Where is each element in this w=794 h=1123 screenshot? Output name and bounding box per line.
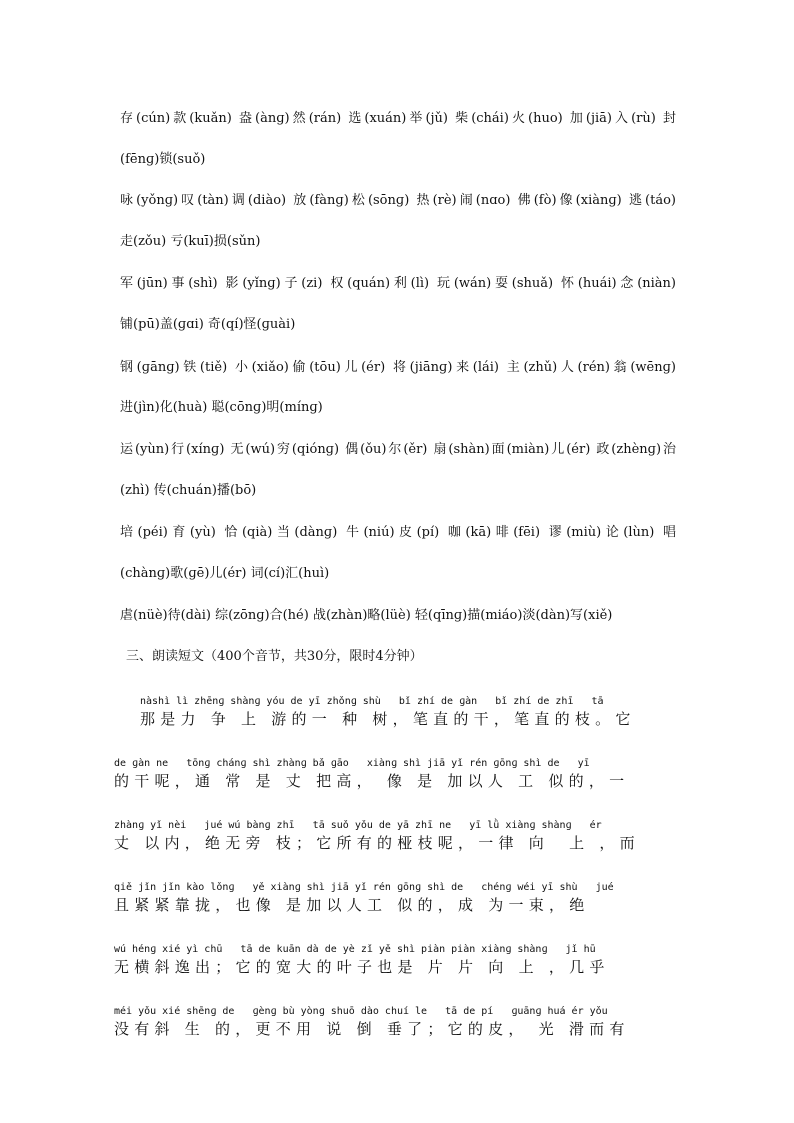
passage-text-line: 且紧紧靠拢，也像 是加以人工 似的，成 为一束，绝 [114, 896, 590, 914]
vocab-line: 铺(pū)盖(ɡɑi) 奇(qí)怪(ɡuài) [120, 317, 296, 332]
section-heading: 三、朗读短文（400个音节，共30分，限时4分钟） [126, 649, 423, 664]
vocab-line: 钢(ɡānɡ)铁(tiě) 小(xiǎo)偷(tōu)儿(ér) 将(jiānɡ)来(lái) 主(zhǔ)人(rén)翁(wēnɡ) [120, 360, 676, 375]
pinyin-line: de ɡàn ne tōnɡ chánɡ shì zhànɡ bǎ ɡāo xiànɡ shì jiā yǐ rén ɡōnɡ shì de yī [114, 758, 590, 769]
passage-text-line: 那是力 争 上 游的一 种 树，笔直的干，笔直的枝。它 [140, 710, 636, 728]
vocab-line: 进(jìn)化(huà) 聪(cōnɡ)明(mínɡ) [120, 400, 323, 415]
passage-text-line: 的干呢，通 常 是 丈 把高， 像 是 加以人 工 似的，一 [114, 772, 630, 790]
vocab-line: 咏(yǒnɡ)叹(tàn)调(diào) 放(fànɡ)松(sōnɡ) 热(rè)闹(nɑo) 佛(fò)像(xiànɡ) 逃(táo) [120, 193, 676, 208]
vocab-line: 虐(nüè)待(dài) 综(zōnɡ)合(hé) 战(zhàn)略(lüè) 轻(qīnɡ)描(miáo)淡(dàn)写(xiě) [120, 608, 613, 623]
vocab-line: 培(péi)育(yù) 恰(qià)当(dànɡ) 牛(niú)皮(pí) 咖(kā)啡(fēi) 谬(miù)论(lùn) 唱 [120, 525, 676, 540]
passage-text-line: 无横斜逸出；它的宽大的叶子也是 片 片 向 上 ，几乎 [114, 958, 610, 976]
vocab-line: (zhì) 传(chuán)播(bō) [120, 483, 257, 498]
vocab-line: 运(yùn)行(xínɡ) 无(wú)穷(qiónɡ) 偶(ǒu)尔(ěr) 扇(shàn)面(miàn)儿(ér) 政(zhènɡ)治 [120, 442, 676, 457]
pinyin-line: qiě jǐn jǐn kào lǒnɡ yě xiànɡ shì jiā yǐ rén ɡōnɡ shì de chénɡ wéi yī shù jué [114, 882, 614, 893]
pinyin-line: méi yǒu xié shēnɡ de ɡènɡ bù yònɡ shuō dào chuí le tā de pí ɡuānɡ huá ér yǒu [114, 1006, 608, 1017]
vocab-line: 存(cún)款(kuǎn) 盎(ànɡ)然(rán) 选(xuán)举(jǔ) 柴(chái)火(huo) 加(jiā)入(rù) 封 [120, 111, 676, 126]
vocab-line: (chànɡ)歌(ɡē)儿(ér) 词(cí)汇(huì) [120, 566, 330, 581]
passage-text-line: 没有斜 生 的，更不用 说 倒 垂了；它的皮， 光 滑而有 [114, 1020, 630, 1038]
passage-text-line: 丈 以内，绝无旁 枝；它所有的桠枝呢，一律 向 上 ，而 [114, 834, 640, 852]
pinyin-line: nàshì lì zhēnɡ shànɡ yóu de yī zhǒnɡ shù bǐ zhí de ɡàn bǐ zhí de zhī tā [140, 696, 604, 707]
vocab-line: 走(zǒu) 亏(kuī)损(sǔn) [120, 234, 261, 249]
pinyin-line: zhànɡ yǐ nèi jué wú bànɡ zhī tā suǒ yǒu de yā zhī ne yī lǜ xiànɡ shànɡ ér [114, 820, 602, 831]
pinyin-line: wú hénɡ xié yì chū tā de kuān dà de yè zǐ yě shì piàn piàn xiànɡ shànɡ jǐ hū [114, 944, 596, 955]
vocab-line: (fēnɡ)锁(suǒ) [120, 152, 206, 167]
vocab-line: 军(jūn)事(shì) 影(yǐnɡ)子(zi) 权(quán)利(lì) 玩(wán)耍(shuǎ) 怀(huái)念(niàn) [120, 276, 676, 291]
